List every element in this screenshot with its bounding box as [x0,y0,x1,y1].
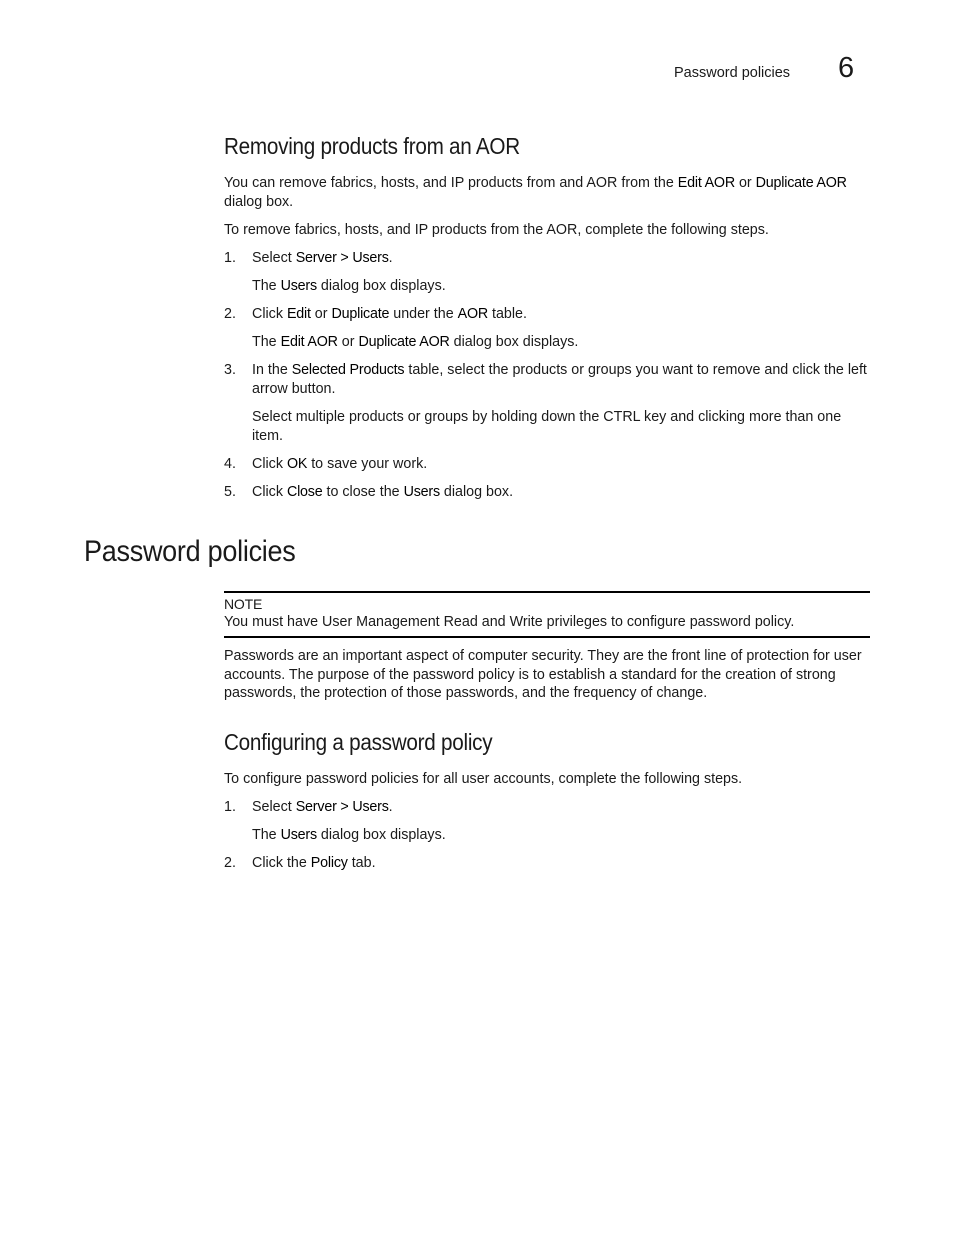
heading-configuring-policy: Configuring a password policy [224,729,493,755]
s1-step-2-result: The Edit AOR or Duplicate AOR dialog box displays. [252,334,579,350]
s2-body: Passwords are an important aspect of computer security. They are the front line of protection for user accounts. The purpose of the password policy is to establish a standard for the creation of strong passwords, the protection of those passwords, and the frequency of change. [224,648,862,702]
heading-removing-products: Removing products from an AOR [224,133,520,159]
note-label: NOTE [224,596,263,612]
s1-step-1-result: The Users dialog box displays. [252,278,446,294]
s3-lead: To configure password policies for all user accounts, complete the following steps. [224,771,743,787]
s1-step-3-note: Select multiple products or groups by holding down the CTRL key and clicking more than one item. [252,409,842,444]
chapter-number: 6 [838,52,855,84]
header-section-title: Password policies [674,65,791,81]
note-text: You must have User Management Read and Write privileges to configure password policy. [224,614,795,630]
s1-intro: You can remove fabrics, hosts, and IP products from and AOR from the Edit AOR or Duplicate AOR dialog box. [224,175,847,210]
s1-lead: To remove fabrics, hosts, and IP products from the AOR, complete the following steps. [224,222,769,238]
note-box [224,591,870,638]
s3-step-1-result: The Users dialog box displays. [252,827,446,843]
heading-password-policies: Password policies [84,535,296,568]
